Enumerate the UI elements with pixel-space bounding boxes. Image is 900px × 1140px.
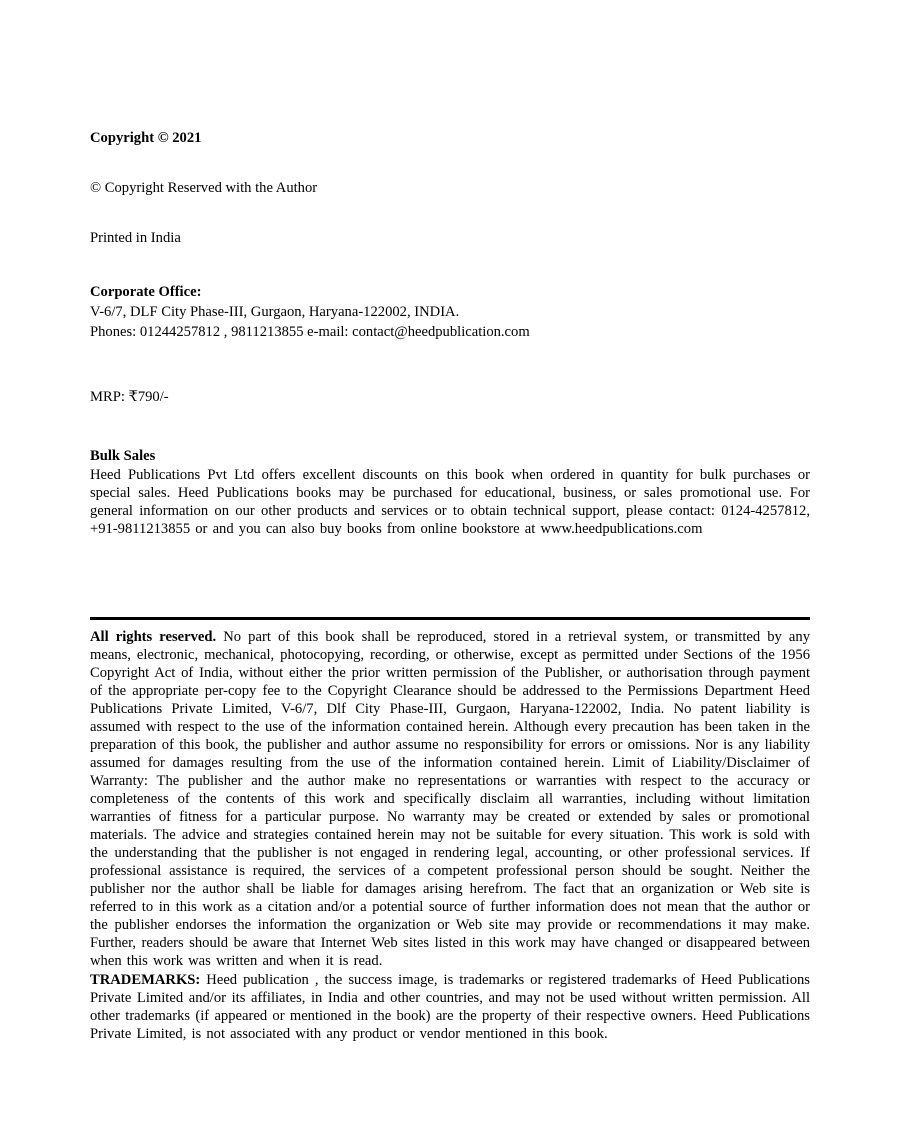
corporate-office-contact: Phones: 01244257812 , 9811213855 e-mail: contact@heedpublication.com [90,324,530,340]
rights-body: No part of this book shall be reproduced, stored in a retrieval system, or transmitted by any means, electronic, mechanical, photocopying, recording, or otherwise, except as permitted under Sections of the 1956 Copyright Act of India, without either the prior written permission of the Publisher, or authorisation through payment of the appropriate per-copy fee to the Copyright Clearance should be addressed to the Permissions Department Heed Publications Private Limited, V-6/7, Dlf City Phase-III, Gurgaon, Haryana-122002, India. No patent liability is assumed with respect to the use of the information contained herein. Although every precaution has been taken in the preparation of this book, the publisher and author assume no responsibility for errors or omissions. Nor is any liability assumed for damages resulting from the use of the information contained herein. Limit of Liability/Disclaimer of Warranty: The publisher and the author make no representations or warranties with respect to the accuracy or completeness of the contents of this work and specifically disclaim all warranties, including without limitation warranties of fitness for a particular purpose. No warranty may be created or extended by sales or promotional materials. The advice and strategies contained herein may not be suitable for every situation. This work is sold with the understanding that the publisher is not engaged in rendering legal, accounting, or other professional services. If professional assistance is required, the services of a competent professional person should be sought. Neither the publisher nor the author shall be liable for damages arising herefrom. The fact that an organization or Web site is referred to in this work as a citation and/or a potential source of further information does not mean that the author or the publisher endorses the information the organization or Web site may provide or recommendations it may make. Further, readers should be aware that Internet Web sites listed in this work may have changed or disappeared between when this work was written and when it is read. [90,629,810,969]
copyright-reserved-line: © Copyright Reserved with the Author [90,180,318,196]
trademarks-paragraph [90,971,810,1043]
rights-lead: All rights reserved. [90,629,217,645]
corporate-office-heading: Corporate Office: [90,284,202,300]
mrp-line: MRP: ₹790/- [90,389,169,405]
trademarks-body: Heed publication , the success image, is trademarks or registered trademarks of Heed Publications Private Limited and/or its affiliates, in India and other countries, and may not be used without written permission. All other trademarks (if appeared or mentioned in the book) are the property of their respective owners. Heed Publications Private Limited, is not associated with any product or vendor mentioned in this book. [90,972,810,1042]
trademarks-lead: TRADEMARKS: [90,972,201,988]
corporate-office-address: V-6/7, DLF City Phase-III, Gurgaon, Haryana-122002, INDIA. [90,304,460,320]
bulk-sales-paragraph: Heed Publications Pvt Ltd offers excellent discounts on this book when ordered in quantity for bulk purchases or special sales. Heed Publications books may be purchased for educational, business, or sales promotional use. For general information on our other products and services or to obtain technical support, please contact: 0124-4257812, +91-9811213855 or and you can also buy books from online bookstore at www.heedpublications.com [90,467,810,537]
divider-rule [90,617,810,620]
rights-paragraph [90,628,810,970]
bulk-sales-heading: Bulk Sales [90,448,156,464]
printed-in-line: Printed in India [90,230,181,246]
copyright-year-line: Copyright © 2021 [90,130,202,146]
